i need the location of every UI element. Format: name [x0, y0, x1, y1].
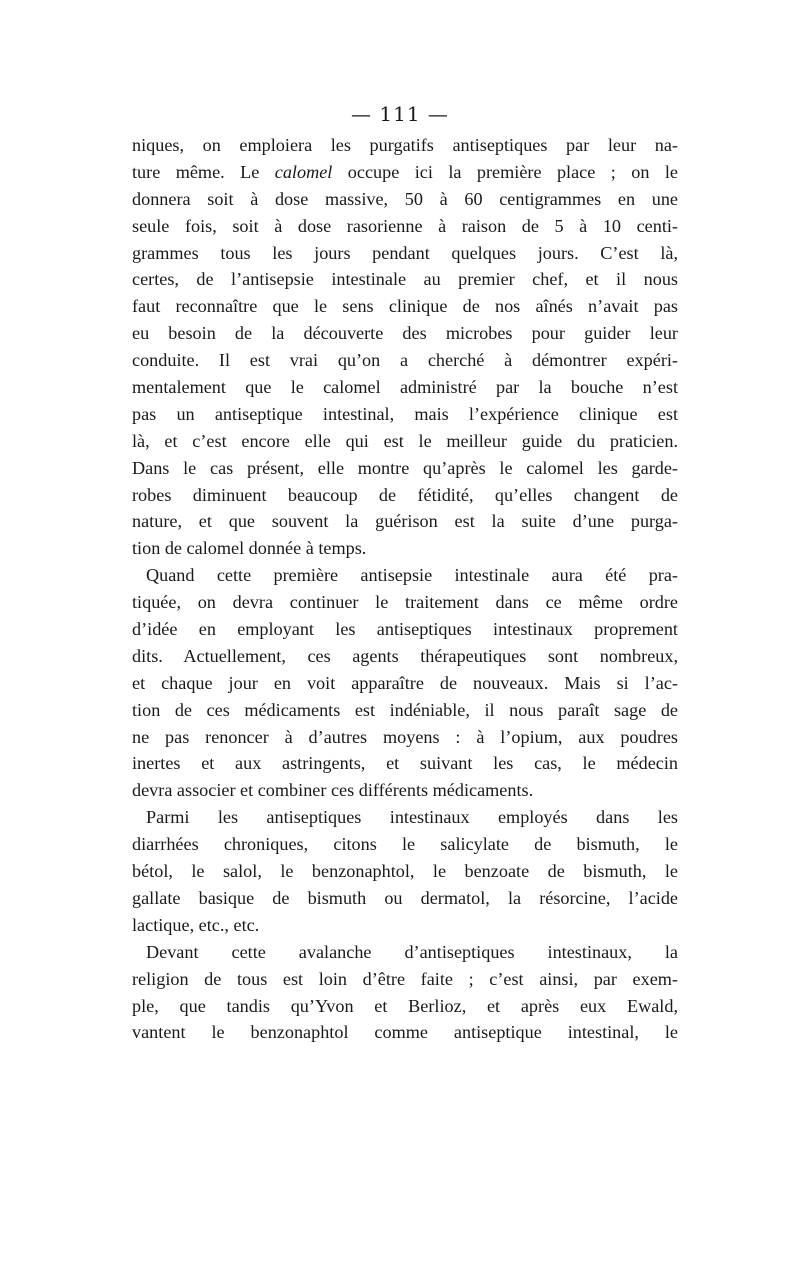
text-line: devra associer et combiner ces différents médicaments. — [132, 780, 534, 801]
body-text — [132, 132, 678, 1046]
text-line: certes, de l’antisepsie intestinale au premier chef, et il nous — [132, 269, 678, 290]
paragraph-3 — [132, 804, 678, 938]
text-line: Devant cette avalanche d’antiseptiques intestinaux, la — [146, 941, 678, 962]
text-line: ne pas renoncer à d’autres moyens : à l’opium, aux poudres — [132, 726, 678, 747]
text-line: ture même. Le calomel occupe ici la première place ; on le — [132, 161, 678, 182]
text-line: faut reconnaître que le sens clinique de nos aînés n’avait pas — [132, 296, 678, 317]
page-number: — 111 — — [351, 102, 449, 126]
paragraph-2 — [132, 562, 678, 804]
text-line: conduite. Il est vrai qu’on a cherché à démontrer expéri- — [132, 350, 678, 371]
text-line: grammes tous les jours pendant quelques jours. C’est là, — [132, 242, 678, 263]
text-line: donnera soit à dose massive, 50 à 60 centigrammes en une — [132, 188, 678, 209]
text-line: là, et c’est encore elle qui est le meilleur guide du praticien. — [132, 430, 678, 451]
text-line: Dans le cas présent, elle montre qu’après le calomel les garde- — [132, 457, 678, 478]
text-line: dits. Actuellement, ces agents thérapeutiques sont nombreux, — [132, 645, 678, 666]
text-line: vantent le benzonaphtol comme antiseptique intestinal, le — [132, 1022, 678, 1043]
text-line: robes diminuent beaucoup de fétidité, qu’elles changent de — [132, 484, 678, 505]
text-line: Parmi les antiseptiques intestinaux employés dans les — [146, 807, 678, 828]
text-line: religion de tous est loin d’être faite ; c’est ainsi, par exem- — [132, 968, 678, 989]
text-line: diarrhées chroniques, citons le salicylate de bismuth, le — [132, 834, 678, 855]
text-line: tiquée, on devra continuer le traitement dans ce même ordre — [132, 592, 678, 613]
text-line: lactique, etc., etc. — [132, 914, 260, 935]
text-line: eu besoin de la découverte des microbes pour guider leur — [132, 323, 678, 344]
text-line: d’idée en employant les antiseptiques intestinaux proprement — [132, 619, 678, 640]
text-line: Quand cette première antisepsie intestinale aura été pra- — [146, 565, 678, 586]
text-line: ple, que tandis qu’Yvon et Berlioz, et après eux Ewald, — [132, 995, 678, 1016]
text-line: bétol, le salol, le benzonaphtol, le benzoate de bismuth, le — [132, 861, 678, 882]
text-line: et chaque jour en voit apparaître de nouveaux. Mais si l’ac- — [132, 672, 678, 693]
text-line: gallate basique de bismuth ou dermatol, la résorcine, l’acide — [132, 887, 678, 908]
text-line: mentalement que le calomel administré par la bouche n’est — [132, 377, 678, 398]
text-line: inertes et aux astringents, et suivant les cas, le médecin — [132, 753, 678, 774]
text-line: tion de calomel donnée à temps. — [132, 538, 367, 559]
text-line: niques, on emploiera les purgatifs antiseptiques par leur na- — [132, 135, 678, 155]
text-line: seule fois, soit à dose rasorienne à raison de 5 à 10 centi- — [132, 215, 678, 236]
text-line: pas un antiseptique intestinal, mais l’expérience clinique est — [132, 403, 678, 424]
paragraph-4 — [132, 939, 678, 1047]
italic-term: calomel — [274, 161, 333, 182]
text-line: nature, et que souvent la guérison est la suite d’une purga- — [132, 511, 678, 532]
text-line: tion de ces médicaments est indéniable, il nous paraît sage de — [132, 699, 678, 720]
paragraph-1 — [132, 132, 678, 562]
